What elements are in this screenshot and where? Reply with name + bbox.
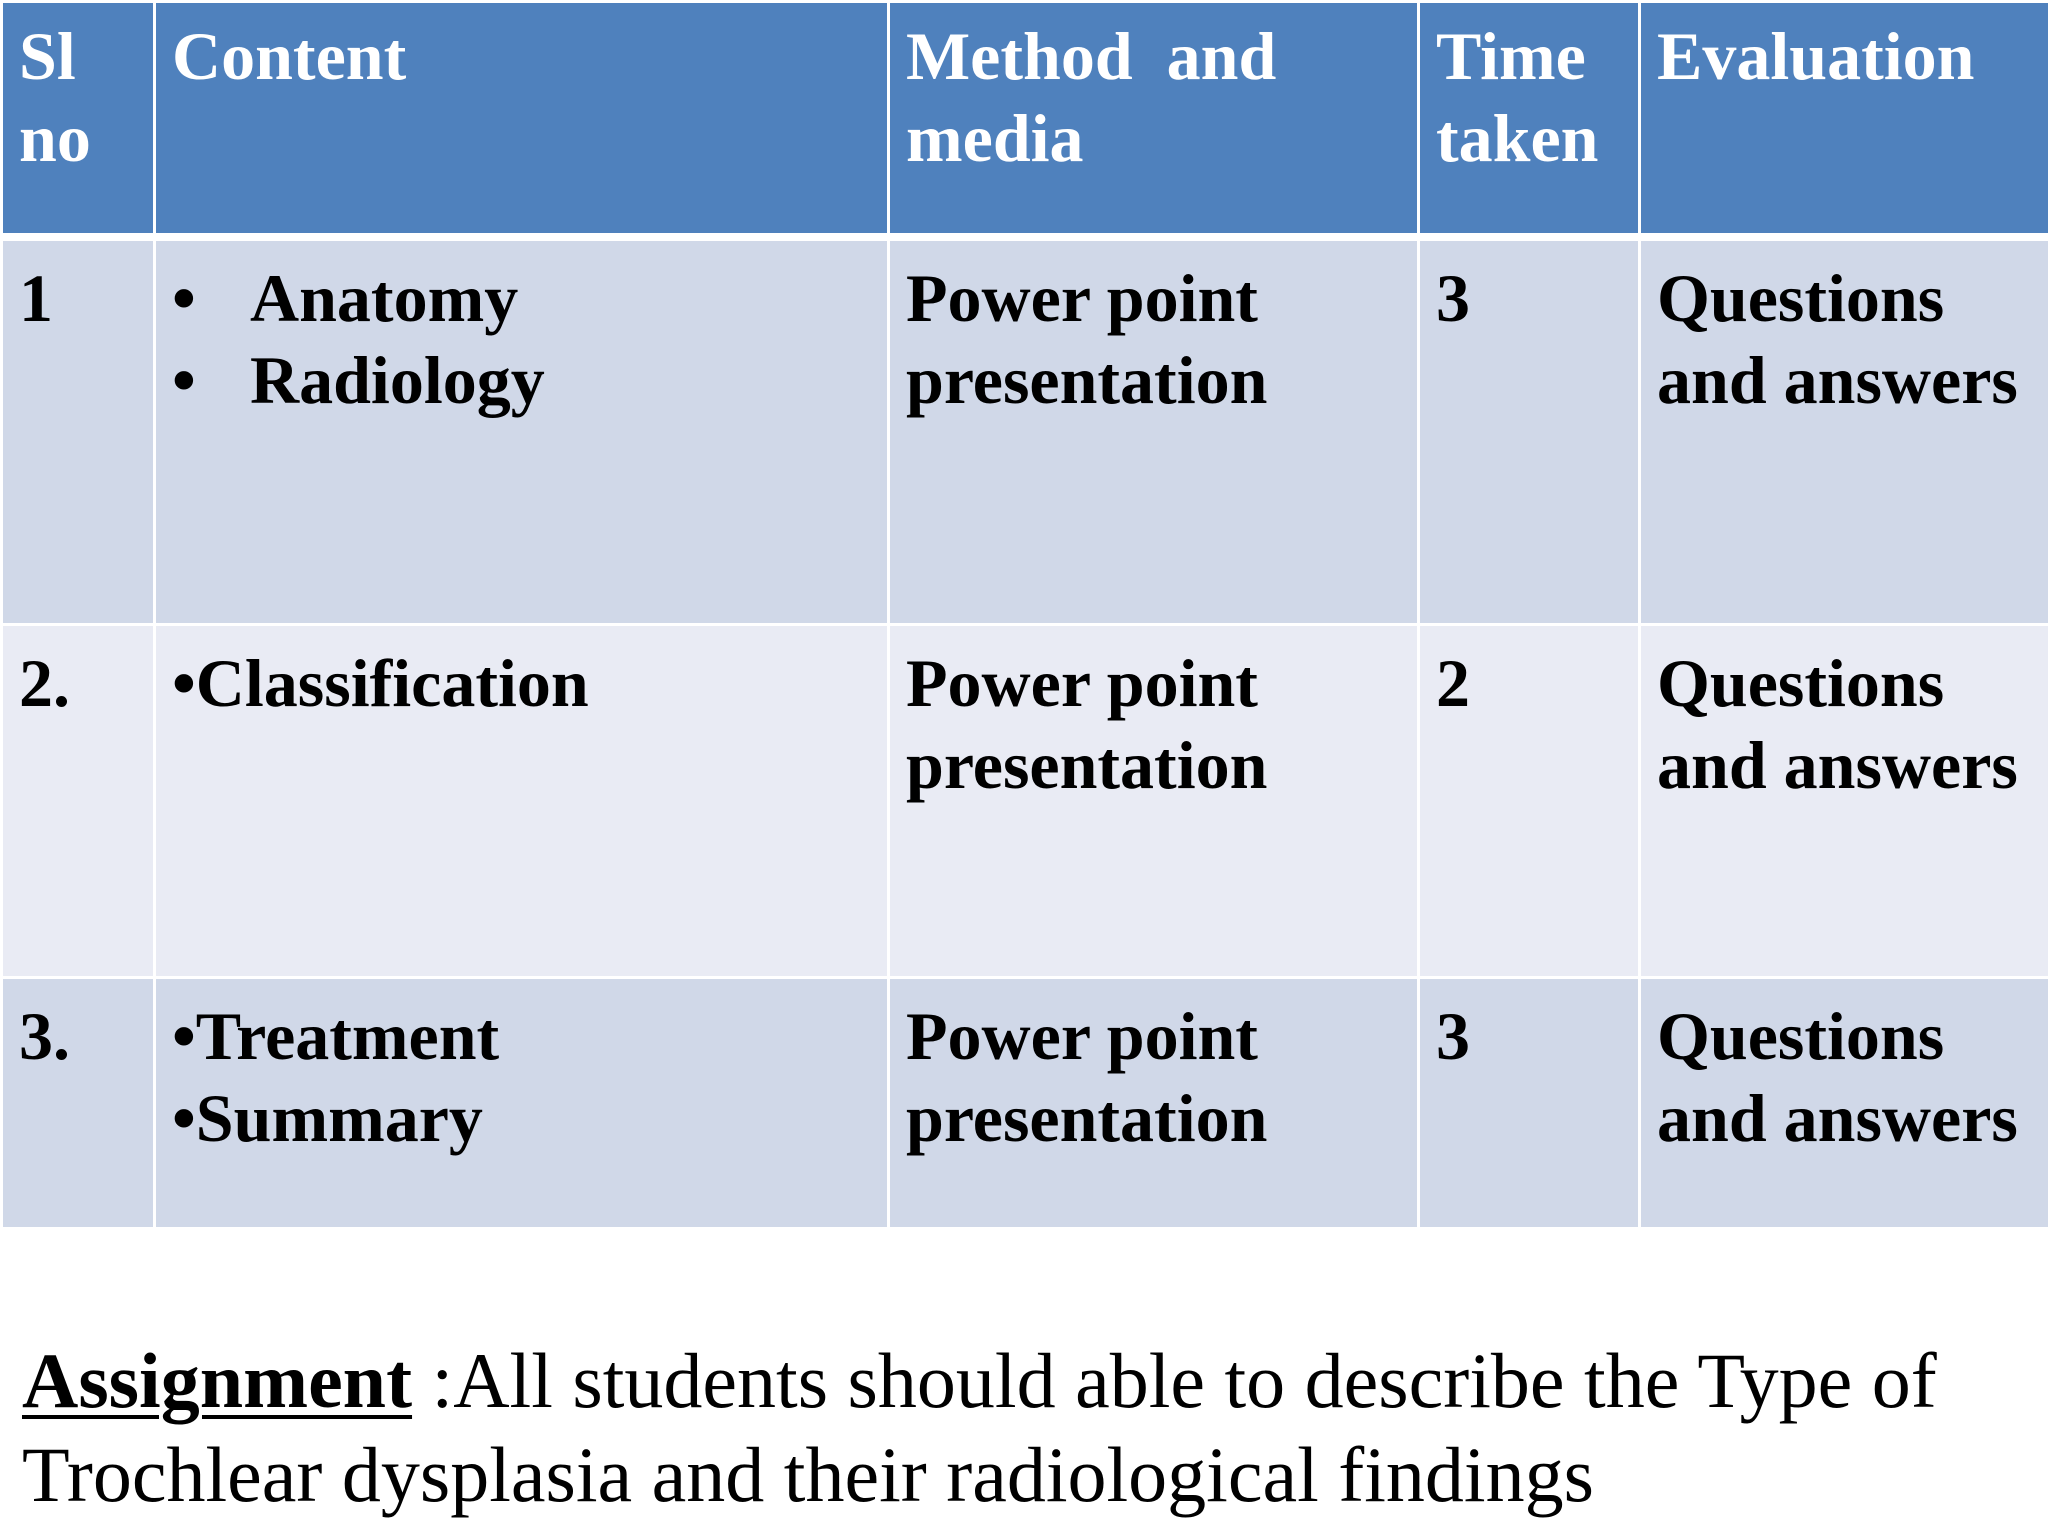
list-item-label: Anatomy xyxy=(250,260,519,336)
bullet-icon: • xyxy=(172,260,196,336)
header-content: Content xyxy=(155,2,889,238)
list-item xyxy=(172,339,873,421)
cell-sl-no: 1 xyxy=(2,237,155,625)
assignment-label: Assignment xyxy=(22,1337,413,1424)
cell-time-taken: 2 xyxy=(1419,625,1640,978)
cell-method: Power point presentation xyxy=(889,625,1419,978)
cell-time-taken: 3 xyxy=(1419,237,1640,625)
table-header-row xyxy=(2,2,2048,238)
table-row xyxy=(2,237,2048,625)
assignment-note xyxy=(22,1334,2032,1522)
cell-sl-no: 3. xyxy=(2,978,155,1229)
cell-sl-no: 2. xyxy=(2,625,155,978)
header-sl-no: Sl no xyxy=(2,2,155,238)
cell-method: Power point presentation xyxy=(889,978,1419,1229)
content-item: •Treatment xyxy=(172,998,500,1074)
assignment-text: :All students should able to describe the Type of Trochlear dysplasia and their radiological findings xyxy=(22,1337,1937,1518)
cell-evaluation: Questions and answers xyxy=(1640,625,2048,978)
cell-content xyxy=(155,978,889,1229)
content-item: •Summary xyxy=(172,1080,483,1156)
bullet-icon: • xyxy=(172,342,196,418)
cell-evaluation: Questions and answers xyxy=(1640,237,2048,625)
table-row xyxy=(2,978,2048,1229)
cell-evaluation: Questions and answers xyxy=(1640,978,2048,1229)
cell-method: Power point presentation xyxy=(889,237,1419,625)
header-evaluation: Evaluation xyxy=(1640,2,2048,238)
header-method-and-media: Method and media xyxy=(889,2,1419,238)
cell-content xyxy=(155,237,889,625)
list-item-label: Radiology xyxy=(250,342,545,418)
header-time-taken: Time taken xyxy=(1419,2,1640,238)
table-row xyxy=(2,625,2048,978)
content-item: •Classification xyxy=(172,645,589,721)
list-item xyxy=(172,257,873,339)
cell-content xyxy=(155,625,889,978)
content-bullet-list xyxy=(172,257,873,421)
cell-time-taken: 3 xyxy=(1419,978,1640,1229)
